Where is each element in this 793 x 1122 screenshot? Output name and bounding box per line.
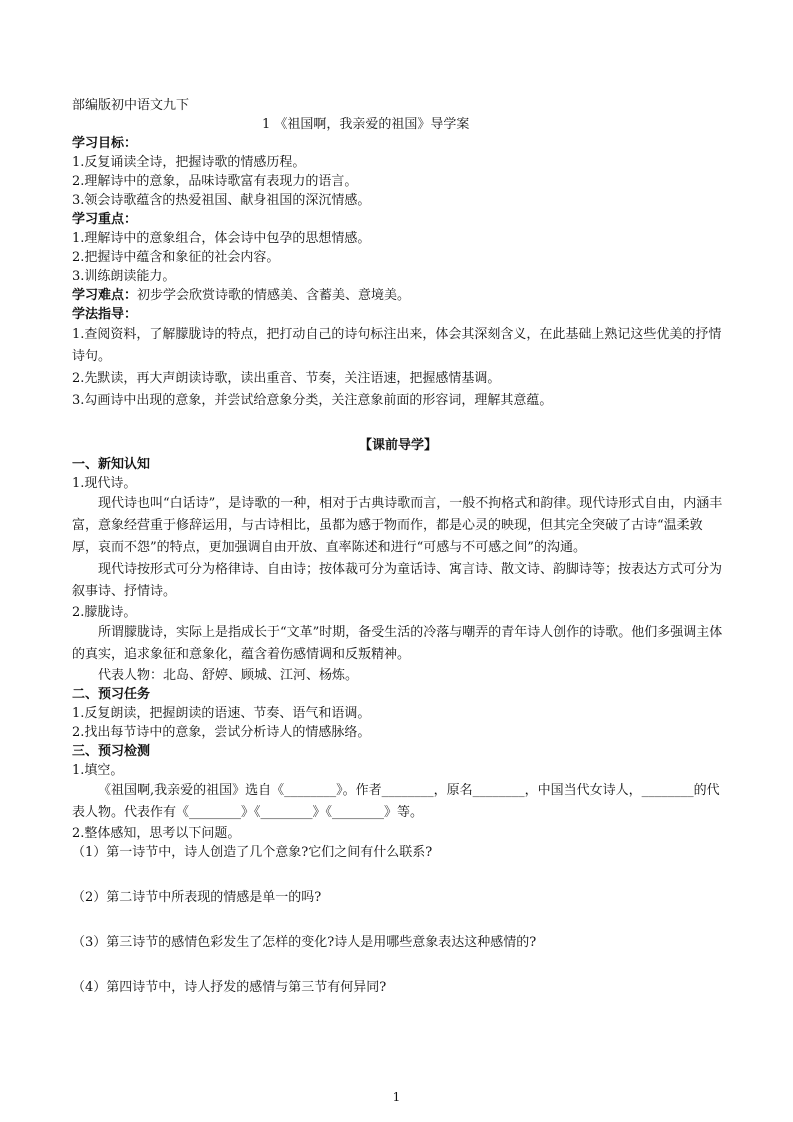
- difficulty-text: 初步学会欣赏诗歌的情感美、含蓄美、意境美。: [137, 288, 411, 303]
- series-label: 部编版初中语文九下: [72, 98, 190, 113]
- modern-poetry-paragraph: 现代诗也叫“白话诗”，是诗歌的一种，相对于古典诗歌而言，一般不拘格式和韵律。现代诗形式自由，内涵丰富，意象经营重于修辞运用，与古诗相比，虽都为感于物而作，都是心灵的映现，但其完全突破了古诗“温柔敦厚，哀而不怨”的特点，更加强调自由开放、直率陈述和进行“可感与不可感之间”的沟通。: [72, 496, 723, 555]
- misty-poetry-paragraph: 所谓朦胧诗，实际上是指成长于“文革”时期，备受生活的冷落与嘲弄的青年诗人创作的诗歌。他们多强调主体的真实，追求象征和意象化，蕴含着伤感情调和反叛精神。: [72, 625, 723, 662]
- modern-poetry-paragraph: 现代诗按形式可分为格律诗、自由诗；按体裁可分为童话诗、寓言诗、散文诗、韵脚诗等；按表达方式可分为叙事诗、抒情诗。: [72, 562, 723, 599]
- preclass-heading: 【课前导学】: [358, 438, 437, 453]
- task-item: 1.反复朗读，把握朗读的语速、节奏、语气和语调。: [72, 706, 371, 721]
- method-heading: 学法指导：: [72, 307, 138, 322]
- focus-item: 2.把握诗中蕴含和象征的社会内容。: [72, 250, 280, 265]
- task-item: 2.找出每节诗中的意象，尝试分析诗人的情感脉络。: [72, 725, 371, 740]
- misty-poetry-title: 2.朦胧诗。: [72, 605, 137, 620]
- fill-blank-text: 《祖国啊,我亲爱的祖国》选自《________》。作者________，原名________，中国当代女诗人，________的代表人物。代表作有《________》《________》《________》等。: [72, 783, 720, 820]
- question-item: （3）第三诗节的感情色彩发生了怎样的变化?诗人是用哪些意象表达这种感情的?: [72, 935, 537, 950]
- difficulty-row: [72, 286, 724, 305]
- goal-item: 2.理解诗中的意象，品味诗歌富有表现力的语言。: [72, 174, 358, 189]
- focus-item: 1.理解诗中的意象组合，体会诗中包孕的思想情感。: [72, 231, 371, 246]
- question-item: （4）第四诗节中，诗人抒发的感情与第三节有何异同?: [72, 980, 387, 995]
- section-1-heading: 一、新知认知: [72, 457, 151, 472]
- document-page: [72, 96, 724, 997]
- misty-poetry-representatives: 代表人物：北岛、舒婷、顾城、江河、杨炼。: [98, 668, 359, 683]
- goals-heading: 学习目标：: [72, 136, 138, 151]
- think-title: 2.整体感知，思考以下问题。: [72, 826, 241, 841]
- modern-poetry-title: 1.现代诗。: [72, 476, 137, 491]
- fill-blank-title: 1.填空。: [72, 763, 124, 778]
- page-number: 1: [392, 1090, 401, 1104]
- method-item: 1.查阅资料，了解朦胧诗的特点，把打动自己的诗句标注出来，体会其深刻含义，在此基础上熟记这些优美的抒情诗句。: [72, 327, 722, 364]
- question-item: （1）第一诗节中，诗人创造了几个意象?它们之间有什么联系?: [72, 845, 433, 860]
- difficulty-heading: 学习难点：: [72, 288, 138, 303]
- goal-item: 1.反复诵读全诗，把握诗歌的情感历程。: [72, 155, 306, 170]
- document-title: 1 《祖国啊，我亲爱的祖国》导学案: [262, 117, 470, 132]
- section-2-heading: 二、预习任务: [72, 687, 151, 702]
- goal-item: 3.领会诗歌蕴含的热爱祖国、献身祖国的深沉情感。: [72, 193, 371, 208]
- question-item: （2）第二诗节中所表现的情感是单一的吗?: [72, 890, 322, 905]
- focus-item: 3.训练朗读能力。: [72, 269, 176, 284]
- section-3-heading: 三、预习检测: [72, 744, 151, 759]
- method-item: 2.先默读，再大声朗读诗歌，读出重音、节奏，关注语速，把握感情基调。: [72, 371, 501, 386]
- focus-heading: 学习重点：: [72, 212, 138, 227]
- method-item: 3.勾画诗中出现的意象，并尝试给意象分类，关注意象前面的形容词，理解其意蕴。: [72, 393, 553, 408]
